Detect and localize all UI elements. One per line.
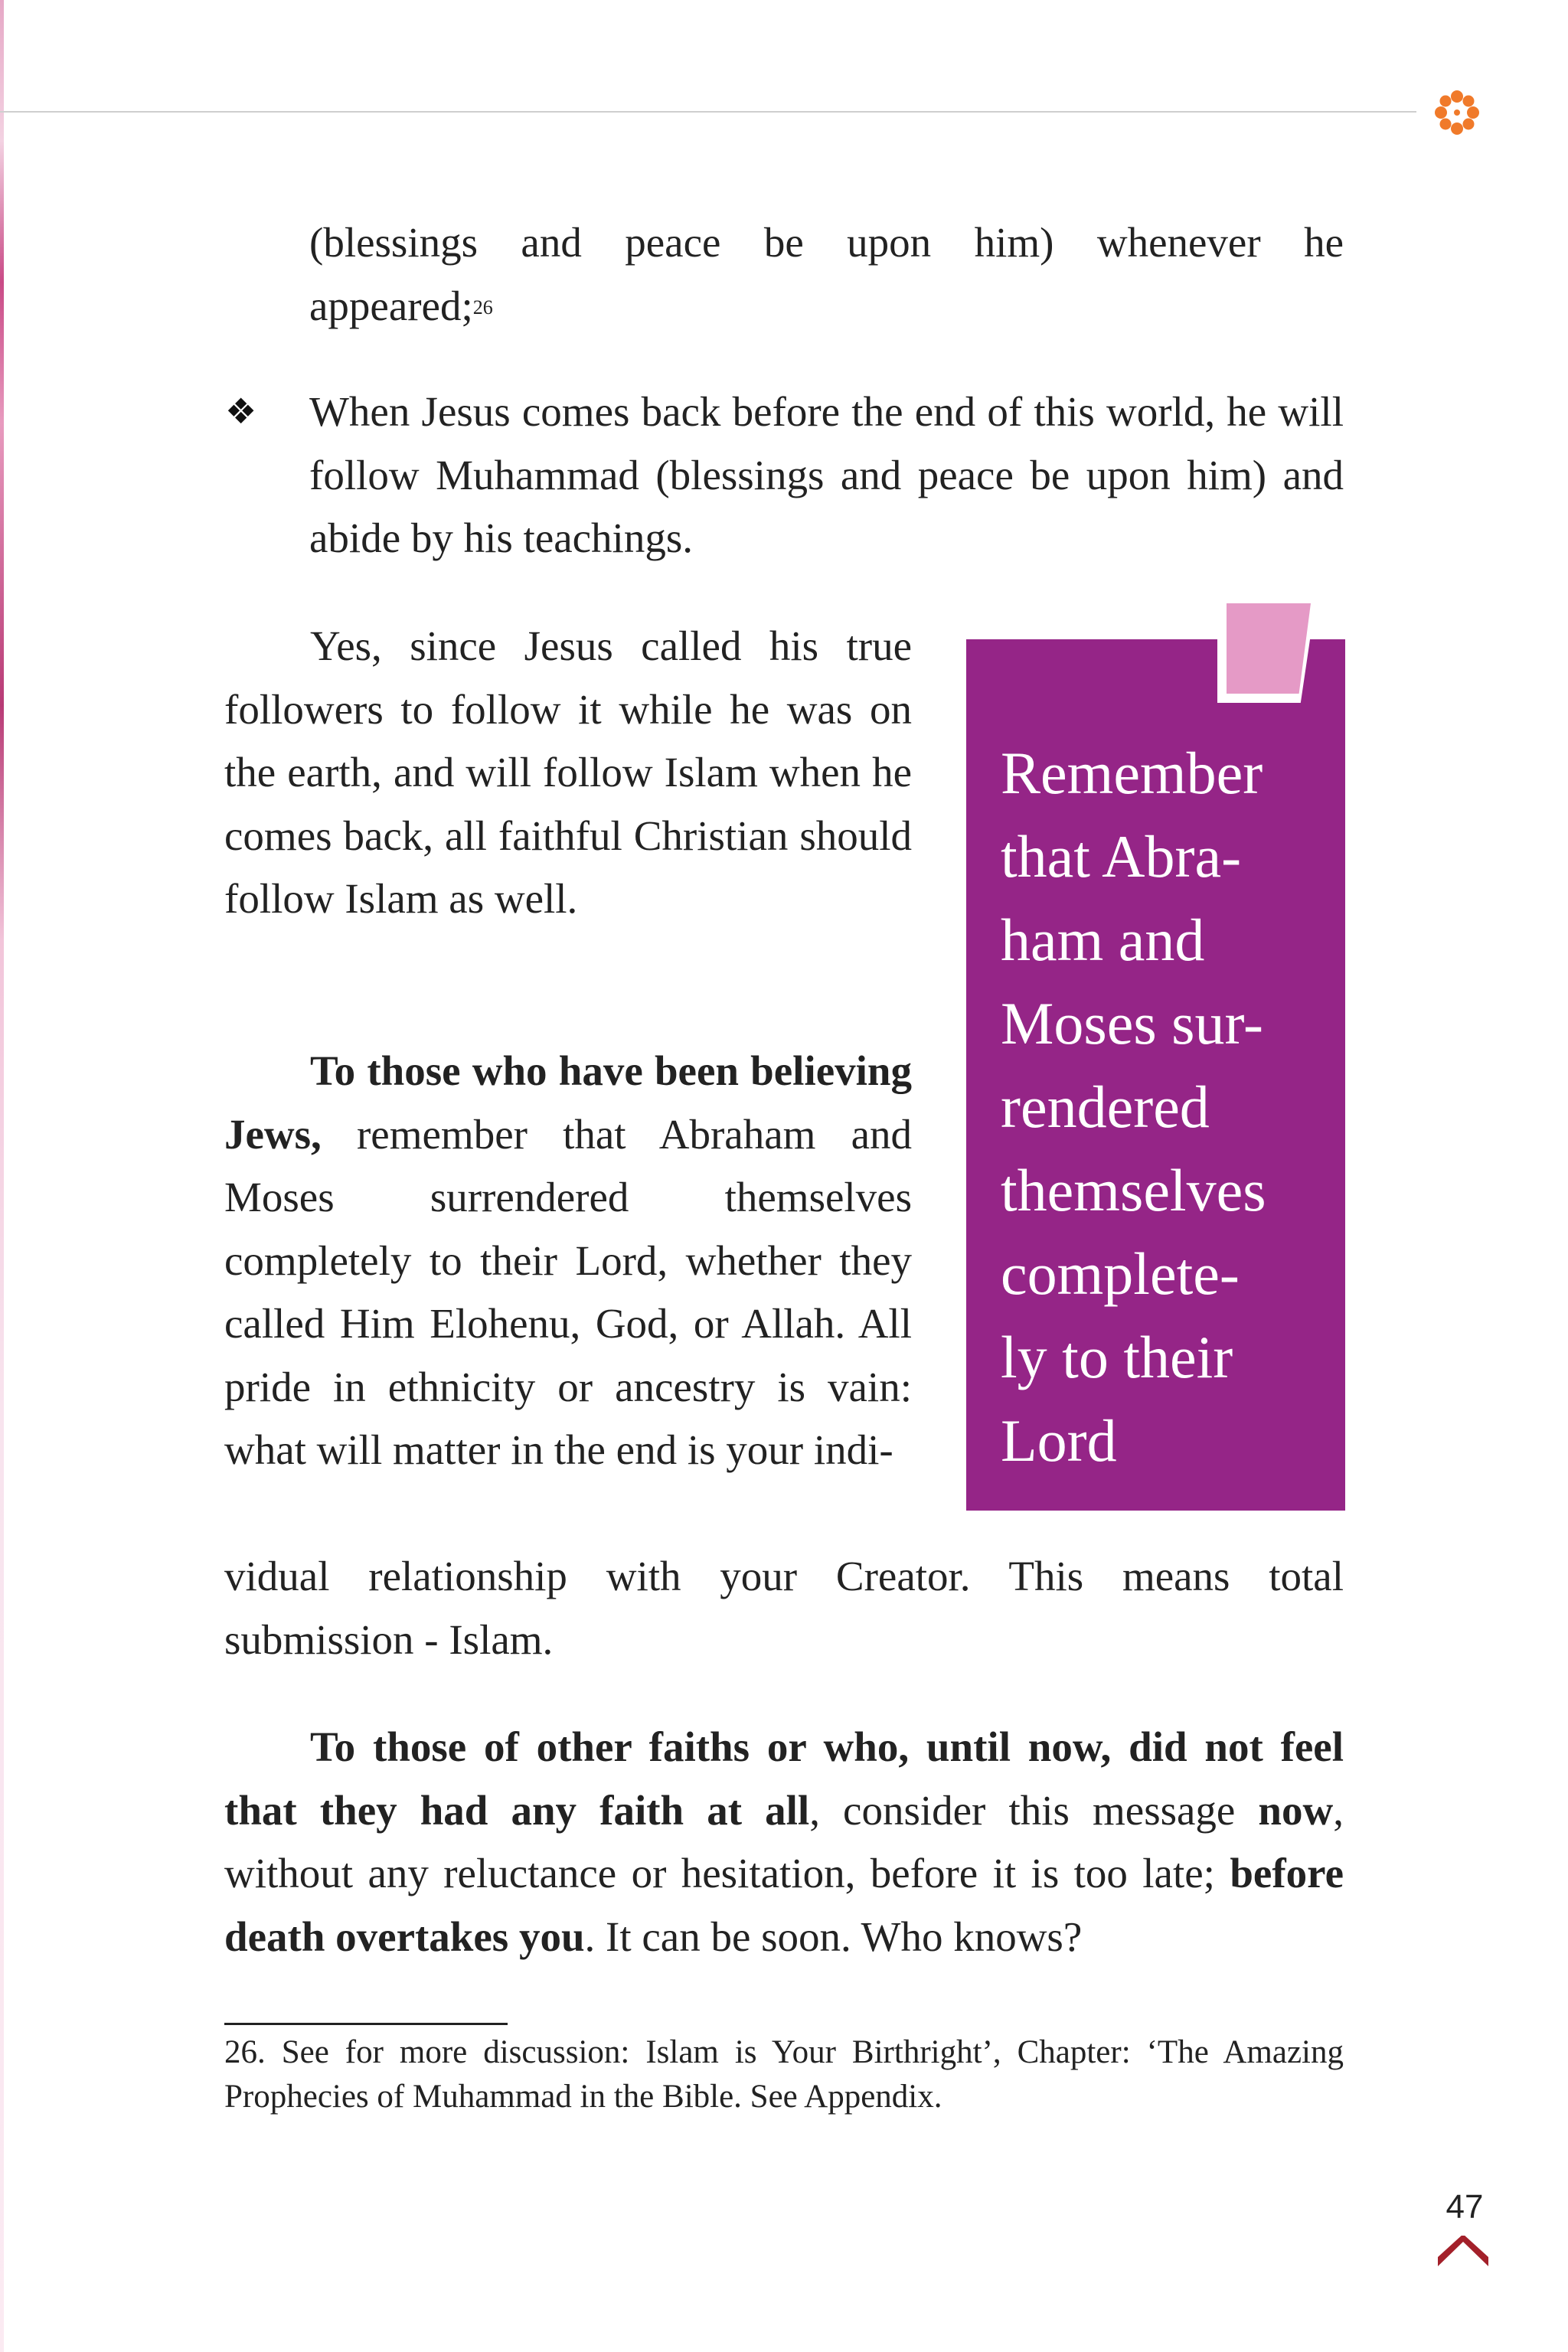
other-faiths-text-2: , without any reluctance or hesitation, before it is too late; [224,1786,1344,1896]
footnote-26: 26. See for more discussion: Islam is Your Birthright’, Chapter: ‘The Amazing Prophecies of Muhammad in the Bible. See Appendix. [224,2034,1344,2115]
continued-line-2: appeared; [309,282,473,329]
other-faiths-text-3: . It can be soon. Who knows? [584,1913,1083,1960]
page-number: 47 [1446,2188,1484,2226]
paragraph-jews [224,1040,912,1482]
callout-quote [1001,731,1338,1482]
paragraph-christians: Yes, since Jesus called his true followers to follow it while he was on the earth, and will follow Islam when he comes back, all faithful Christian should follow Islam as well. [224,622,912,922]
continued-bullet-text [309,211,1344,338]
up-chevron-icon[interactable] [1438,2236,1488,2266]
page-edge-decoration [0,0,4,2352]
callout-line: that Abra- [1001,823,1242,890]
jews-heading: To those who have been believing Jews, [224,1047,912,1158]
now-emphasis: now [1258,1786,1334,1834]
jews-text: remember that Abraham and Moses surrendered themselves completely to their Lord, whether they called Him Elohenu, God, or Allah. All pride in ethnicity or ancestry is vain: what will matter in the end is your indi- [224,1110,912,1473]
callout-line: ham and [1001,906,1205,973]
callout-line: themselves [1001,1157,1266,1223]
paragraph-other-faiths [224,1716,1344,1968]
callout-line: complete- [1001,1240,1240,1307]
footnote-rule [224,2023,508,2025]
callout-line: Lord [1001,1407,1117,1474]
footnote-reference: 26 [472,296,493,318]
callout-tab [1227,603,1311,694]
death-emphasis: before death overtakes you [224,1850,1344,1960]
other-faiths-text-1: , consider this message [809,1786,1259,1834]
other-faiths-heading: To those of other faiths or who, until now, did not feel that they had any faith at all [224,1723,1344,1834]
bullet-item: When Jesus comes back before the end of this world, he will follow Muhammad (blessings and peace be upon him) and abide by his teachings. [309,388,1344,561]
callout-line: ly to their [1001,1324,1233,1390]
continued-line-1: (blessings and peace be upon him) whenever he [309,219,1344,266]
diamond-bullet-icon: ❖ [225,390,257,432]
paragraph-jews-tail: vidual relationship with your Creator. This means total submission - Islam. [224,1553,1344,1663]
header-rule [0,111,1416,113]
callout-line: Remember [1001,740,1263,806]
flower-icon [1430,86,1484,139]
callout-line: rendered [1001,1073,1210,1140]
callout-line: Moses sur- [1001,990,1263,1057]
